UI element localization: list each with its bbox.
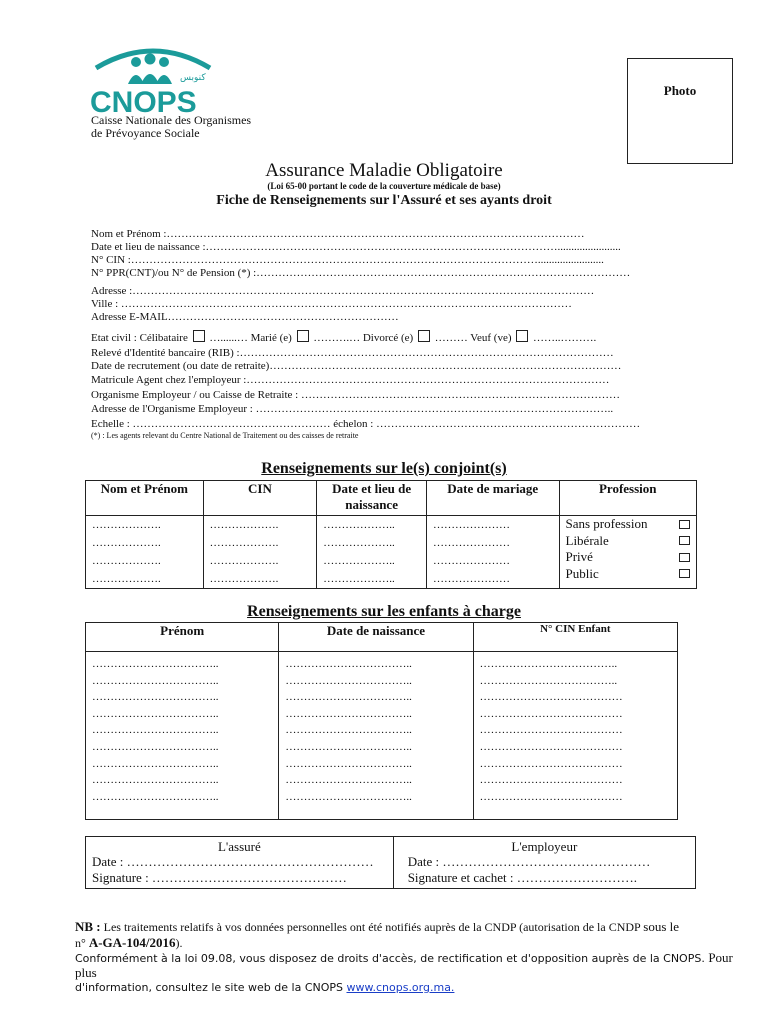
field-rib[interactable]: Relevé d'Identité bancaire (RIB) :………………………………………………………………………………………… [91,347,614,359]
org-name-line2: de Prévoyance Sociale [91,126,200,140]
nb-end: ). [175,936,183,950]
header-date-lieu-naissance: Date et lieu de naissance [317,481,427,516]
field-cin[interactable]: N° CIN :…………………………………………………………………………………………………........................ [91,254,604,266]
field-nom-prenom[interactable]: Nom et Prénom :…………………………………………………………………………………………………… [91,228,585,240]
nb-n: n° [75,936,86,950]
field-etat-civil [91,330,681,345]
signature-table [85,836,696,889]
field-matricule[interactable]: Matricule Agent chez l'employeur :……………………………………………………………………………………… [91,374,610,386]
section-title-enfants: Renseignements sur les enfants à charge [247,603,521,620]
cell-conjoint-mariage[interactable]: ………………… ………………… ………………… ………………… [426,516,559,589]
employeur-date[interactable]: Date : ………………………………………… [407,854,651,869]
header-nom-prenom: Nom et Prénom [86,481,204,516]
field-echelle [91,418,681,430]
field-recrutement[interactable]: Date de recrutement (ou date de retraite)…………………………………………………………………………………… [91,360,622,372]
field-adresse-organisme[interactable]: Adresse de l'Organisme Employeur : …………………………………………………………………………………….. [91,403,614,415]
logo-arabic: ﻛﻨﻮﺑﺲ [180,73,206,83]
cell-conjoint-naissance[interactable]: ……………….. ……………….. ……………….. ……………….. [317,516,427,589]
dots-marie: ……….… [313,332,361,344]
header-cin-enfant: N° CIN Enfant [473,623,677,652]
nb-text: Les traitements relatifs à vos données personnelles ont été notifiés auprès de la CNDP (autorisation de la CNDP [103,920,641,934]
label-veuf: Veuf (ve) [470,332,512,344]
profession-label: Sans profession [565,516,648,531]
label-marie: Marié (e) [250,332,292,344]
cell-conjoint-nom[interactable]: ………………. ………………. ………………. ………………. [86,516,204,589]
cnops-logo [88,40,218,120]
profession-label: Public [565,565,599,581]
label-celibataire: Célibataire [139,332,188,344]
checkbox-sans-profession[interactable] [679,520,690,529]
logo-text: CNOPS [90,86,197,119]
conformity-text: Conformément à la loi 09.08, vous disposez de droits d'accès, de rectification et d'opposition auprès de la CNOPS. [75,952,705,965]
cell-conjoint-profession [559,516,697,589]
dots-veuf: ……..………. [533,332,597,344]
dots-celibataire: …......… [209,332,248,344]
etat-civil-label: Etat civil : [91,332,137,344]
field-email[interactable]: Adresse E-MAIL……………………………………………………… [91,311,399,323]
field-adresse[interactable]: Adresse :……………………………………………………………………………………………………………… [91,285,595,297]
checkbox-public[interactable] [679,569,690,578]
org-name-line1: Caisse Nationale des Organismes [91,113,252,127]
photo-box [627,58,733,164]
header-cin: CIN [203,481,317,516]
profession-option [560,566,697,583]
checkbox-divorce[interactable] [418,330,430,342]
echelon-label: échelon : [333,418,374,430]
employeur-title: L'employeur [511,839,578,854]
form-subtitle: Fiche de Renseignements sur l'Assuré et ses ayants droit [216,193,552,208]
label-divorce: Divorcé (e) [362,332,414,344]
section-title-conjoints: Renseignements sur le(s) conjoint(s) [261,460,507,477]
cell-enfant-prenom[interactable]: …………………………….. …………………………….. …………………………….. …………………………….. …………………………….. …………………………….. …………………………….. …………………………….. …………………………….. [86,652,279,820]
law-reference: (Loi 65-00 portant le code de la couverture médicale de base) [267,181,501,191]
field-ville[interactable]: Ville : …………………………………………………………………………………………………………… [91,298,572,310]
conformity-info: d'information, consultez le site web de la CNOPS [75,981,343,994]
header-date-mariage: Date de mariage [426,481,559,516]
assure-date[interactable]: Date : ………………………………………………… [92,854,374,869]
profession-option [560,516,697,533]
header-profession: Profession [559,481,697,516]
footnote: (*) : Les agents relevant du Centre National de Traitement ou des caisses de retraite [91,431,359,440]
field-ppr[interactable]: N° PPR(CNT)/ou N° de Pension (*) :………………………………………………………………………………………… [91,267,631,279]
cell-enfant-cin[interactable]: ……………………………….. ……………………………….. ………………………………… ………………………………… ………………………………… ………………………………… ………………………………… ………………………………… ………………………………… [473,652,677,820]
assure-signature[interactable]: Signature : ……………………………………… [92,870,347,885]
document-title: Assurance Maladie Obligatoire [265,160,503,181]
nb-sous: sous le [643,919,680,934]
cnops-website-link[interactable]: www.cnops.org.ma. [346,981,455,994]
echelle-label: Echelle : [91,418,130,430]
nb-notice [75,919,735,951]
conformity-more: Pour plus [75,950,733,980]
dots-divorce: ……… [434,332,468,344]
checkbox-marie[interactable] [297,330,309,342]
cell-conjoint-cin[interactable]: ………………. ………………. ………………. ………………. [203,516,317,589]
checkbox-liberale[interactable] [679,536,690,545]
nb-reference: A-GA-104/2016 [88,935,176,950]
cell-assure [86,837,394,889]
echelle-input[interactable]: ……………………………………………… [132,418,331,430]
profession-label: Libérale [565,532,609,548]
nb-label: NB : [75,919,101,934]
echelon-input[interactable]: ……………………………………………………………… [376,418,641,430]
profession-option [560,533,697,550]
field-naissance[interactable]: Date et lieu de naissance :……………………………………………………………………………………....................... [91,241,621,253]
cell-enfant-naissance[interactable]: …………………………….. …………………………….. …………………………….. …………………………….. …………………………….. …………………………….. …………………………….. …………………………….. …………………………….. [279,652,473,820]
checkbox-celibataire[interactable] [193,330,205,342]
checkbox-veuf[interactable] [516,330,528,342]
checkbox-prive[interactable] [679,553,690,562]
profession-label: Privé [565,549,593,564]
enfants-table [85,622,678,820]
cell-employeur [393,837,695,889]
profession-option [560,549,697,566]
conjoints-table [85,480,697,589]
employeur-signature-cachet[interactable]: Signature et cachet : ………………………. [407,870,637,885]
assure-title: L'assuré [217,839,261,854]
header-date-naissance: Date de naissance [279,623,473,652]
field-organisme[interactable]: Organisme Employeur / ou Caisse de Retraite : …………………………………………………………………………… [91,389,620,401]
photo-label: Photo [663,83,697,98]
header-prenom: Prénom [86,623,279,652]
conformity-notice [75,951,735,995]
